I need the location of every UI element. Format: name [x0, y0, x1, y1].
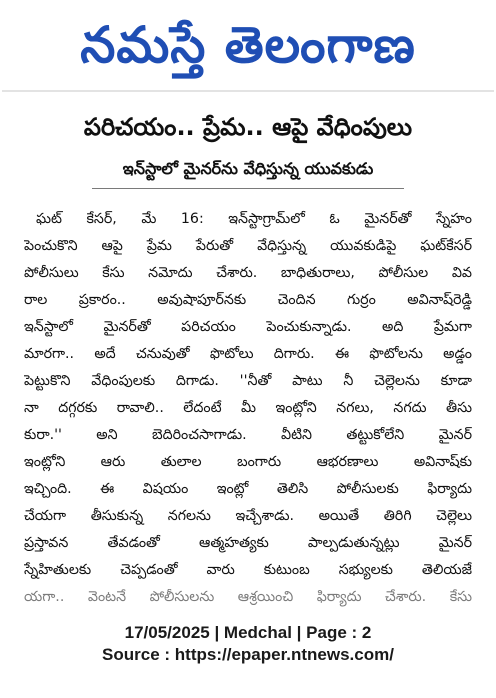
article-line: ఇచ్చింది. ఈ విషయం ఇంట్లో తెలిసి పోలీసులకు ఫిర్యాదు	[24, 481, 472, 497]
clipping-footer	[0, 622, 496, 692]
article-line: చేయగా తీసుకున్న నగలను ఇచ్చేశాడు. అయితే తిరిగి చెల్లెలు	[24, 508, 472, 524]
article-line: మారగా.. అదే చనువుతో ఫొటోలు దిగారు. ఈ ఫొటోలను అడ్డం	[24, 346, 472, 362]
article-line: స్నేహితులకు చెప్పడంతో వారు కుటుంబ సభ్యులకు తెలియజే	[24, 562, 472, 578]
source-text: Source : https://epaper.ntnews.com/	[102, 645, 394, 664]
article-line: ప్రస్తావన తేవడంతో ఆత్మహత్యకు పాల్పడుతున్నట్లు మైనర్	[24, 535, 472, 551]
masthead-divider	[2, 90, 494, 92]
article-line: ఇంట్లోని ఆరు తులాల బంగారు ఆభరణాలు అవినాష్‌కు	[24, 454, 472, 470]
article-line: పోలీసులు కేసు నమోదు చేశారు. బాధితురాలు, పోలీసుల వివ	[24, 265, 472, 281]
dateline-text: 17/05/2025 | Medchal | Page : 2	[124, 623, 372, 642]
article-line: పెట్టుకొని వేధింపులకు దిగాడు. ''నీతో పాటు నీ చెల్లెలను కూడా	[24, 373, 472, 389]
article-line: కురా.'' అని బెదిరించసాగాడు. వీటిని తట్టుకోలేని మైనర్	[24, 427, 472, 443]
article-line: పెంచుకొని ఆపై ప్రేమ పేరుతో వేధిస్తున్న యువకుడిపై ఘట్‌కేసర్	[24, 238, 472, 254]
article-line: ఘట్ కేసర్, మే 16: ఇన్‌స్టాగ్రామ్‌లో ఓ మైనర్‌తో స్నేహం	[36, 211, 472, 227]
article-subheadline: ఇన్‌స్టాలో మైనర్‌ను వేధిస్తున్న యువకుడు	[122, 159, 374, 178]
article-body	[24, 206, 472, 608]
subheadline-underline	[92, 188, 404, 189]
article-line: రాల ప్రకారం.. అవుషాపూర్‌నకు చెందిన గుర్రం అవినాష్‌రెడ్డి	[24, 292, 472, 308]
newspaper-masthead: నమస్తే తెలంగాణ	[80, 16, 416, 74]
article-line: యగా.. వెంటనే పోలీసులను ఆశ్రయించి ఫిర్యాదు చేశారు. కేసు	[24, 589, 472, 605]
article-line: నా దగ్గరకు రావాలి.. లేదంటే మీ ఇంట్లోని నగలు, నగదు తీసు	[24, 400, 472, 416]
article-headline: పరిచయం.. ప్రేమ.. ఆపై వేధింపులు	[83, 113, 413, 141]
article-line: ఇన్‌స్టాలో మైనర్‌తో పరిచయం పెంచుకున్నాడు. అది ప్రేమగా	[24, 319, 472, 335]
